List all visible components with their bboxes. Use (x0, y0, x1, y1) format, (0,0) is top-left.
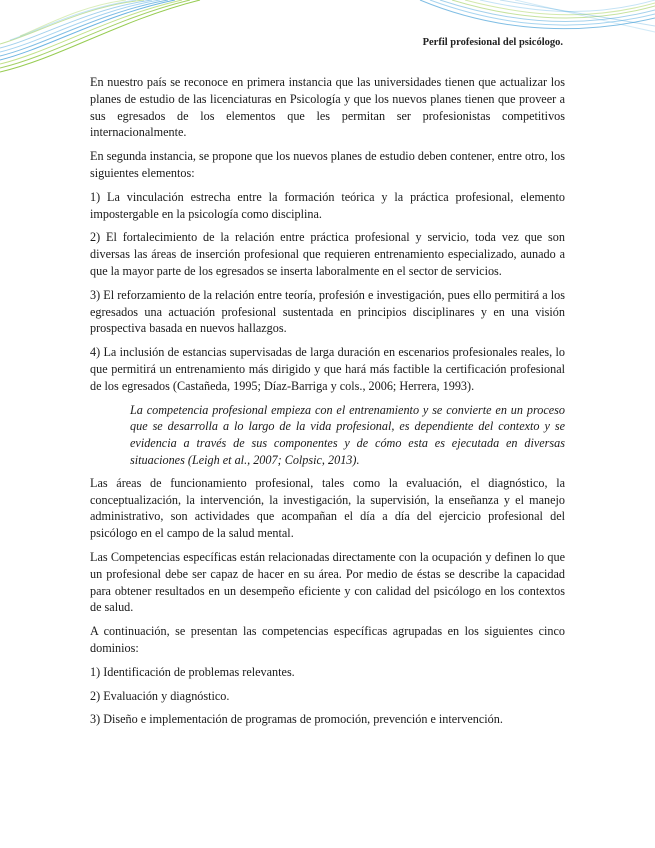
paragraph-element-3: 3) El reforzamiento de la relación entre teoría, profesión e investigación, pues ello permitirá a los egresados una actuación profesional sustentada en principios disciplinares y en una visión prospectiva basada en nuevos hallazgos. (90, 287, 565, 336)
paragraph-element-2: 2) El fortalecimiento de la relación entre práctica profesional y servicio, toda vez que son diversas las áreas de inserción profesional que requieren entrenamiento especializado, aunado a que la mayor parte de los egresados se inserta laboralmente en el sector de servicios. (90, 230, 565, 278)
list-item-domain-3: 3) Diseño e implementación de programas de promoción, prevención e intervención. (90, 712, 503, 727)
paragraph-second-instance: En segunda instancia, se propone que los nuevos planes de estudio deben contener, entre otro, los siguientes elementos: (90, 149, 565, 180)
block-quote: La competencia profesional empieza con el entrenamiento y se convierte en un proceso que se desarrolla a lo largo de la vida profesional, es dependiente del contexto y se evidencia a través de sus componentes y de cómo esta es ejecutada en diversas situaciones (Leigh et al., 2007; Colpsic, 2013). (130, 402, 565, 467)
document-body (90, 74, 565, 735)
list-item-domain-2: 2) Evaluación y diagnóstico. (90, 688, 230, 703)
paragraph-element-4: 4) La inclusión de estancias supervisadas de larga duración en escenarios profesionales reales, lo que permitirá un entrenamiento más dirigido y que hará más factible la certificación profesional de los egresados (Castañeda, 1995; Díaz-Barriga y cols., 2006; Herrera, 1993). (90, 345, 565, 393)
paragraph-competencies: Las Competencias específicas están relacionadas directamente con la ocupación y definen lo que un profesional debe ser capaz de hacer en su área. Por medio de éstas se describe la capacidad para obtener resultados en un desempeño eficiente y con calidad del psicólogo en los contextos de salud. (90, 549, 565, 615)
paragraph-areas: Las áreas de funcionamiento profesional, tales como la evaluación, el diagnóstico, la conceptualización, la intervención, la investigación, la supervisión, la enseñanza y el manejo administrativo, son actividades que acompañan el día a día del ejercicio profesional del psicólogo en el campo de la salud mental. (90, 475, 565, 541)
paragraph-domains-intro: A continuación, se presentan las competencias específicas agrupadas en los siguientes cinco dominios: (90, 624, 565, 655)
running-header-title: Perfil profesional del psicólogo. (422, 37, 563, 48)
paragraph-intro: En nuestro país se reconoce en primera instancia que las universidades tienen que actualizar los planes de estudio de las licenciaturas en Psicología y que los nuevos planes tienen que proveer a sus egresados de los elementos que les permitan ser profesionistas competitivos internacionalmente. (90, 75, 565, 140)
list-item-domain-1: 1) Identificación de problemas relevantes. (90, 664, 295, 679)
paragraph-element-1: 1) La vinculación estrecha entre la formación teórica y la práctica profesional, elemento impostergable en la psicología como disciplina. (90, 189, 565, 221)
